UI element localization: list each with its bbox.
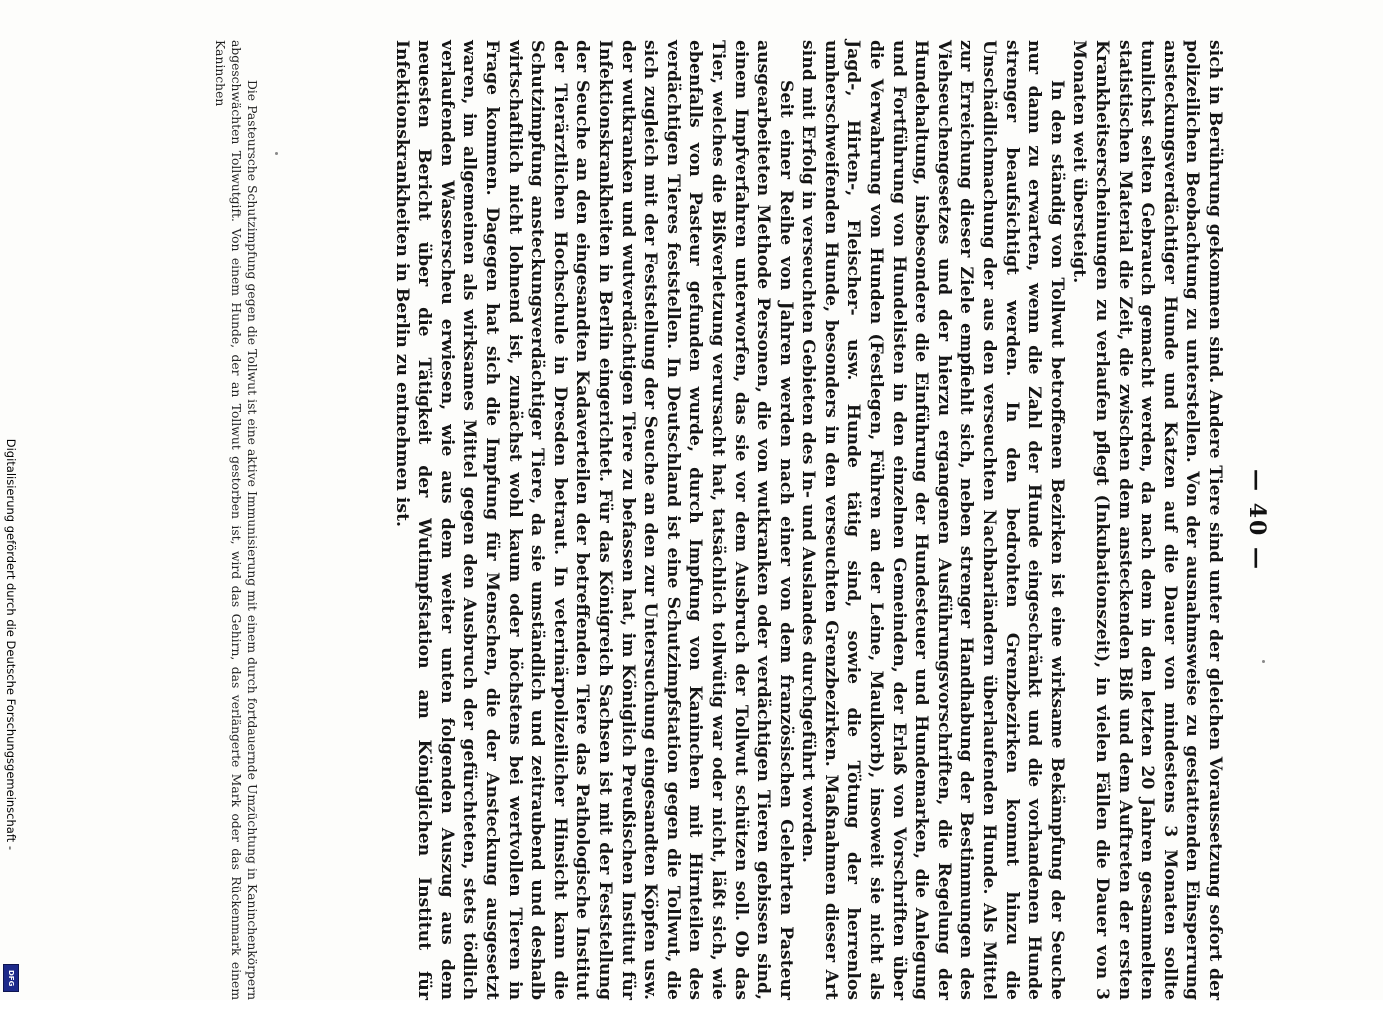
paragraph-2: In den ständig von Tollwut betroffenen Bezirken ist eine wirksame Bekämpfung der Seuche nur dann zu erwarten, wenn die Zahl der Hunde eingeschränkt und die vorhandenen Hunde strenger beaufsichtigt werden. In den bedrohten Grenzbezirken kommt hinzu die Unschädlichmachung der aus den verseuchten Nachbarländern überlaufenden Hunde. Als Mittel zur Erreichung dieser Ziele empfiehlt sich, neben strenger Handhabung der Bestimmungen des Viehseuchengesetzes und der hierzu ergangenen Ausführungsvorschriften, die Regelung der Hundehaltung, insbesondere die Einführung der Hundesteuer und Hundemarken, die Anlegung und Fortführung von Hundelisten in den einzelnen Gemeinden, der Erlaß von Vorschriften über die Verwahrung von Hunden (Festlegen, Führen an der Leine, Maulkorb), insoweit sie nicht als Jagd-, Hirten-, Fleischer- usw. Hunde tätig sind, sowie die Tötung der herrenlos umherschweifenden Hunde, besonders in den verseuchten Grenzbezirken. Maßnahmen dieser Art sind mit Erfolg in verseuchten Gebieten des In- und Auslandes durchgeführt worden.	[798, 40, 1067, 1000]
paragraph-1: sich in Berührung gekommen sind. Andere Tiere sind unter der gleichen Voraussetzung sofort der polizeilichen Beobachtung zu unterstellen. Von der ausnahmsweise zu gestattenden Einsperrung ansteckungsverdächtiger Hunde und Katzen auf die Dauer von mindestens 3 Monaten sollte tunlichst selten Gebrauch gemacht werden, da nach dem in den letzten 20 Jahren gesammelten statistischen Material die Zeit, die zwischen dem ansteckenden Biß und dem Auftreten der ersten Krankheitserscheinungen zu verlaufen pflegt (Inkubationszeit), in vielen Fällen die Dauer von 3 Monaten weit übersteigt.	[1069, 40, 1225, 1000]
body-text	[390, 40, 1226, 1000]
scan-speck	[1262, 660, 1265, 663]
paragraph-3: Seit einer Reihe von Jahren werden nach einer von dem französischen Gelehrten Pasteur ausgearbeiteten Methode Personen, die von wutkranken oder verdächtigen Tieren gebissen sind, einem Impfverfahren unterworfen, das sie vor dem Ausbruch der Tollwut schützen soll. Ob das Tier, welches die Bißverletzung verursacht hat, tatsächlich tollwütig war oder nicht, läßt sich, wie ebenfalls von Pasteur gefunden wurde, durch Impfung von Kaninchen mit Hirnteilen des verdächtigen Tieres feststellen. In Deutschland ist eine Schutzimpfstation gegen die Tollwut, die sich zugleich mit der Feststellung der Seuche an den zur Untersuchung eingesandten Köpfen usw. der wutkranken und wutverdächtigen Tiere zu befassen hat, im Königlich Preußischen Institut für Infektionskrankheiten in Berlin eingerichtet. Für das Königreich Sachsen ist mit der Feststellung der Seuche an den eingesandten Kadaverteilen der betreffenden Tiere das Pathologische Institut der Tierärztlichen Hochschule in Dresden betraut. In veterinärpolizeilicher Hinsicht kann die Schutzimpfung ansteckungsverdächtiger Tiere, da sie umständlich und zeitraubend und deshalb wirtschaftlich nicht lohnend ist, zunächst wohl kaum oder höchstens bei wertvollen Tieren in Frage kommen. Dagegen hat sich die Impfung für Menschen, die der Ansteckung ausgesetzt waren, im allgemeinen als wirksames Mittel gegen den Ausbruch der gefürchteten, stets tödlich verlaufenden Wasserscheu erwiesen, wie aus dem weiter unten folgenden Auszug aus dem neuesten Bericht über die Tätigkeit der Wutimpfstation am Königlichen Institut für Infektionskrankheiten in Berlin zu entnehmen ist.	[391, 40, 796, 1000]
scan-speck	[275, 152, 278, 155]
footnote: Die Pasteursche Schutzimpfung gegen die Tollwut ist eine aktive Immunisierung mit einem durch fortdauernde Umzüchtung in Kaninchenkörpern abgeschwächten Tollwutgift. Von einem Hunde, der an Tollwut gestorben ist, wird das Gehirn, das verlängerte Mark oder das Rückenmark einem Kaninchen	[213, 40, 259, 1000]
dfg-logo-icon: DFG	[3, 964, 19, 992]
page-number: — 40 —	[1244, 469, 1270, 571]
digitization-credit-text: Digitalisierung gefördert durch die Deutsche Forschungsgemeinschaft -	[4, 438, 18, 850]
digitization-credit-bar	[0, 0, 22, 1000]
rotated-text-block	[130, 20, 1270, 1020]
